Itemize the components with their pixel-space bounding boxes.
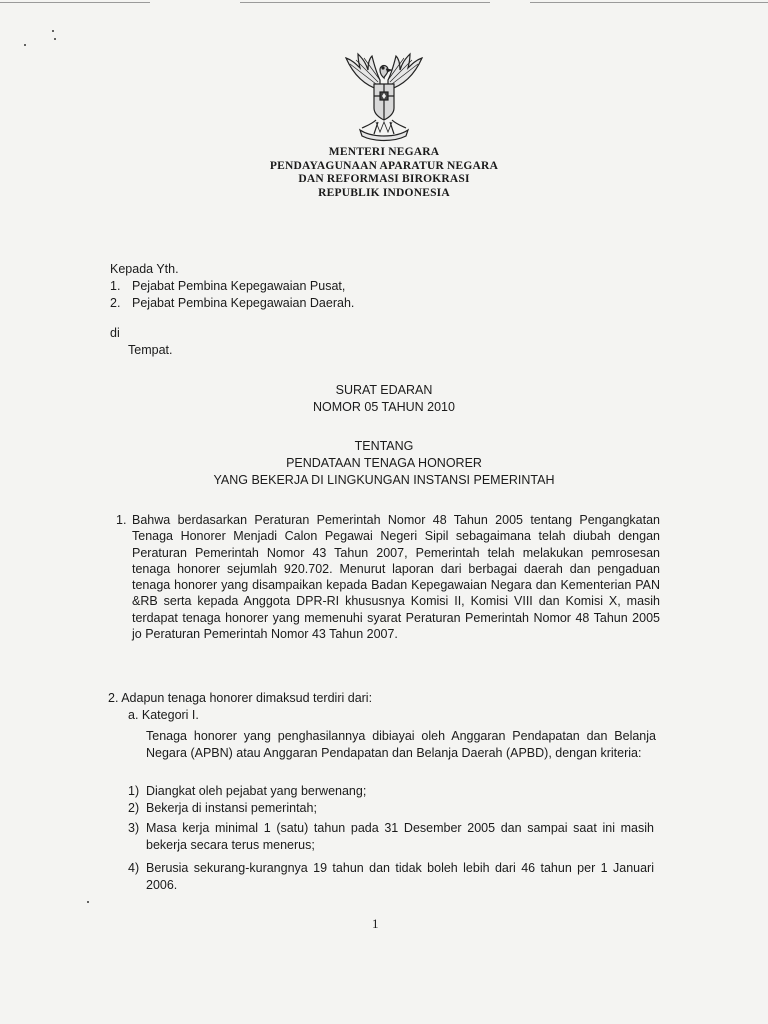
criteria-number: 3)	[128, 821, 140, 835]
recipient-item-number: 1.	[110, 279, 121, 293]
recipient-di: di	[110, 326, 120, 340]
paragraph-text: Bahwa berdasarkan Peraturan Pemerintah Nomor 48 Tahun 2005 tentang Pengangkatan Tenaga Honorer Menjadi Calon Pegawai Negeri Sipil sebagaimana telah diubah dengan Peraturan Pemerintah Nomor 43 Tahun 2007, Pemerintah telah melakukan pemrosesan tenaga honorer sejumlah 920.702. Menurut laporan dari berbagai daerah dan pengaduan tenaga honorer yang disampaikan kepada Badan Kepegawaian Negara dan Kementerian PAN &RB serta kepada Anggota DPR-RI khususnya Komisi II, Komisi VIII dan Komisi X, masih terdapat tenaga honorer yang memenuhi syarat Peraturan Pemerintah Nomor 48 Tahun 2005 jo Peraturan Pemerintah Nomor 43 Tahun 2007.	[132, 513, 660, 642]
paragraph-1	[116, 512, 660, 642]
scan-speck	[54, 38, 56, 40]
document-number: NOMOR 05 TAHUN 2010	[313, 400, 455, 414]
criteria-number: 2)	[128, 801, 140, 815]
subject-block	[184, 438, 584, 489]
scan-artifact-line	[530, 2, 768, 3]
subject-line: PENDATAAN TENAGA HONORER	[286, 456, 482, 470]
page-number: 1	[372, 916, 379, 931]
garuda-emblem-icon	[336, 50, 432, 142]
scan-artifact-line	[240, 2, 490, 3]
recipient-block	[110, 261, 354, 312]
criteria-number: 4)	[128, 861, 140, 875]
category-description: Tenaga honorer yang penghasilannya dibiayai oleh Anggaran Pendapatan dan Belanja Negara (APBN) atau Anggaran Pendapatan dan Belanja Daerah (APBD), dengan kriteria:	[146, 729, 656, 760]
scan-speck	[87, 901, 89, 903]
criteria-item	[128, 800, 654, 817]
recipient-item	[110, 295, 354, 312]
letterhead-line: DAN REFORMASI BIROKRASI	[298, 173, 470, 185]
criteria-text: Berusia sekurang-kurangnya 19 tahun dan tidak boleh lebih dari 46 tahun per 1 Januari 2006.	[146, 861, 654, 892]
paragraph-2-intro: 2. Adapun tenaga honorer dimaksud terdiri dari:	[108, 691, 373, 705]
criteria-item	[128, 783, 654, 800]
recipient-item-text: Pejabat Pembina Kepegawaian Daerah.	[132, 296, 355, 310]
criteria-item	[128, 820, 654, 854]
document-type: SURAT EDARAN	[335, 383, 433, 397]
recipient-greeting: Kepada Yth.	[110, 262, 179, 276]
subject-about: TENTANG	[354, 439, 414, 453]
document-type-block	[184, 382, 584, 416]
criteria-number: 1)	[128, 784, 140, 798]
recipient-place: Tempat.	[128, 343, 173, 357]
criteria-item	[128, 860, 654, 894]
criteria-text: Bekerja di instansi pemerintah;	[146, 801, 317, 815]
recipient-item	[110, 278, 354, 295]
letterhead-line: PENDAYAGUNAAN APARATUR NEGARA	[269, 159, 499, 172]
paragraph-number: 1.	[116, 513, 127, 527]
scan-artifact-line	[0, 2, 150, 3]
category-heading: a. Kategori I.	[128, 708, 199, 722]
criteria-text: Diangkat oleh pejabat yang berwenang;	[146, 784, 367, 798]
letterhead-line: REPUBLIK INDONESIA	[318, 186, 450, 199]
scan-speck	[24, 44, 26, 46]
recipient-item-number: 2.	[110, 296, 121, 310]
letterhead	[184, 146, 584, 200]
recipient-item-text: Pejabat Pembina Kepegawaian Pusat,	[132, 279, 346, 293]
scan-speck	[52, 30, 54, 32]
letterhead-line: MENTERI NEGARA	[328, 146, 440, 158]
subject-line: YANG BEKERJA DI LINGKUNGAN INSTANSI PEMERINTAH	[213, 473, 555, 487]
criteria-text: Masa kerja minimal 1 (satu) tahun pada 31 Desember 2005 dan sampai saat ini masih bekerja secara terus menerus;	[146, 821, 654, 852]
